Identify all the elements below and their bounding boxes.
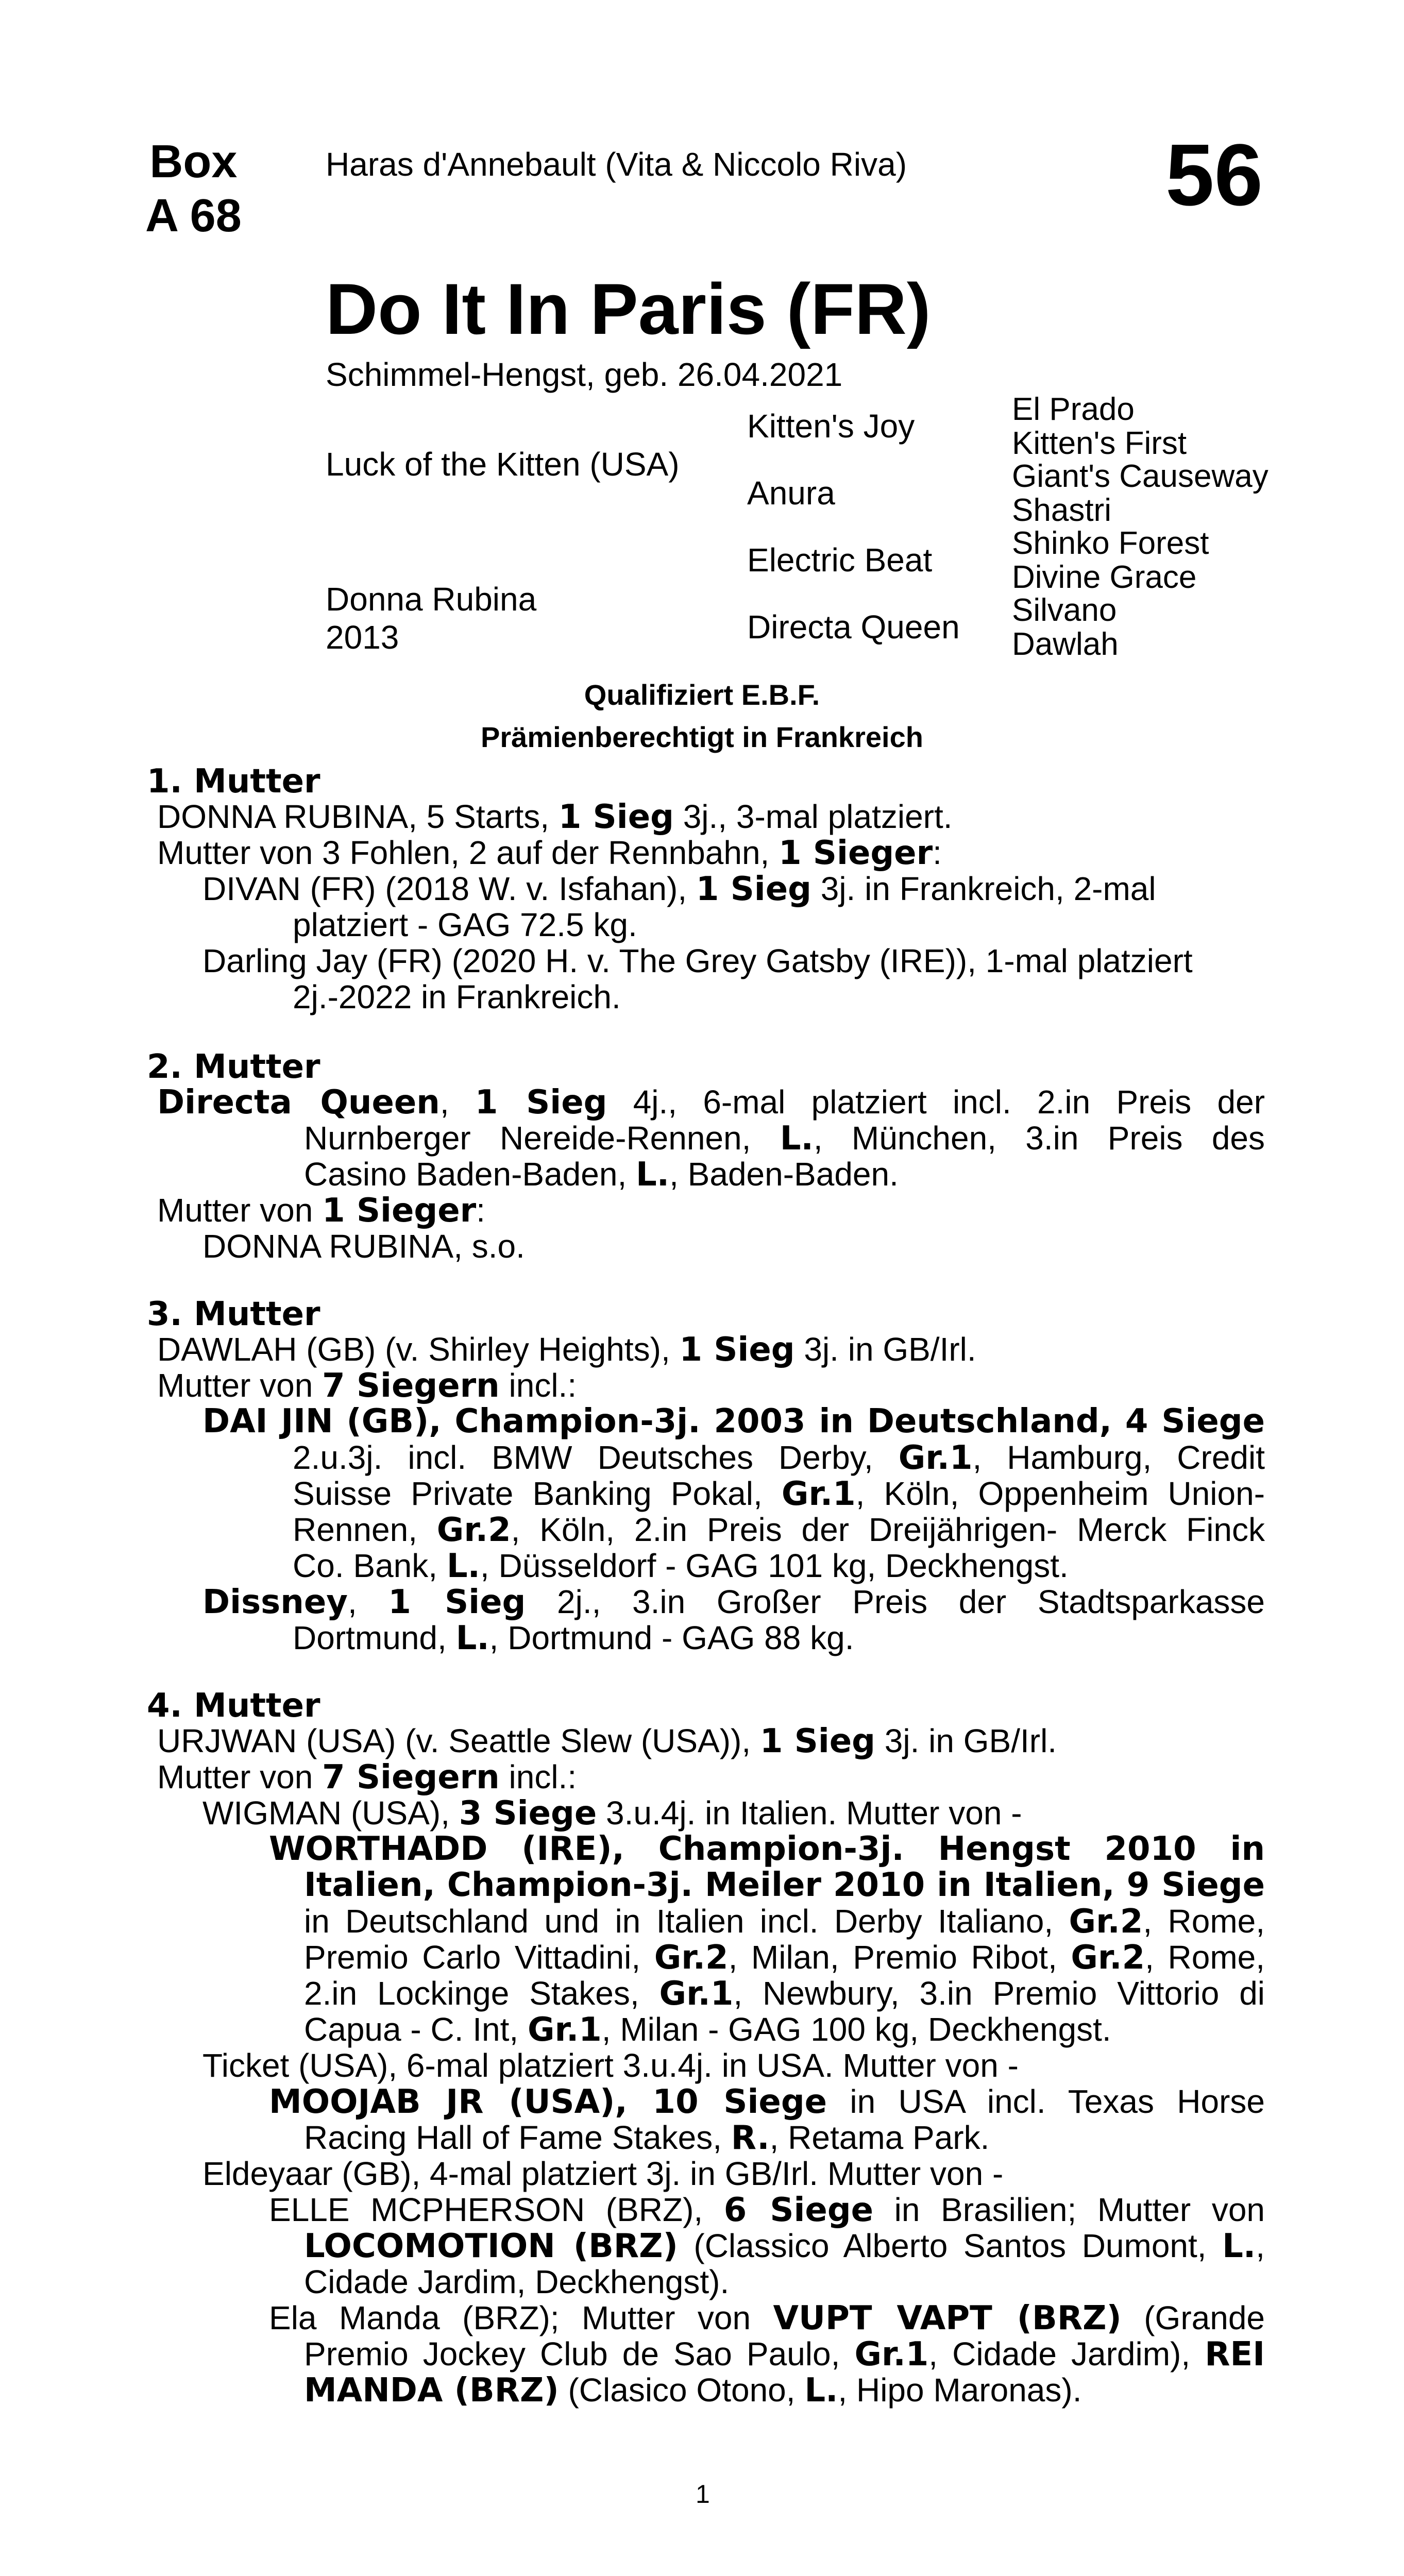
pedigree-g1: El Prado bbox=[1012, 392, 1135, 427]
text-line: Capua - C. Int, Gr.1, Milan - GAG 100 kg, Deckhengst. bbox=[304, 2011, 1111, 2049]
text-line: Directa Queen, 1 Sieg 4j., 6-mal platziert incl. 2.in Preis der bbox=[157, 1083, 1265, 1122]
text-line: DONNA RUBINA, 5 Starts, 1 Sieg 3j., 3-mal platziert. bbox=[157, 798, 953, 836]
text-line: 2j.-2022 in Frankreich. bbox=[293, 978, 621, 1015]
text-line: Dissney, 1 Sieg 2j., 3.in Großer Preis der Stadtsparkasse bbox=[202, 1583, 1265, 1621]
text-line: Nurnberger Nereide-Rennen, L., München, 3.in Preis des bbox=[304, 1120, 1265, 1158]
horse-name: Do It In Paris (FR) bbox=[326, 268, 931, 349]
pedigree-g4: Shastri bbox=[1012, 493, 1111, 528]
section-title: 4. Mutter bbox=[147, 1687, 320, 1725]
text-line: DAI JIN (GB), Champion-3j. 2003 in Deutschland, 4 Siege bbox=[202, 1402, 1265, 1440]
box-label-text: Box bbox=[149, 136, 238, 188]
text-line: WIGMAN (USA), 3 Siege 3.u.4j. in Italien. Mutter von - bbox=[202, 1794, 1022, 1833]
text-line: ELLE MCPHERSON (BRZ), 6 Siege in Brasilien; Mutter von bbox=[269, 2191, 1265, 2229]
box-label bbox=[145, 135, 242, 243]
text-line: DIVAN (FR) (2018 W. v. Isfahan), 1 Sieg 3j. in Frankreich, 2-mal bbox=[202, 870, 1156, 908]
text-line: Premio Jockey Club de Sao Paulo, Gr.1, Cidade Jardim), REI bbox=[304, 2335, 1265, 2374]
text-line: MOOJAB JR (USA), 10 Siege in USA incl. Texas Horse bbox=[269, 2083, 1265, 2121]
text-line: 2.u.3j. incl. BMW Deutsches Derby, Gr.1, Hamburg, Credit bbox=[293, 1439, 1265, 1477]
text-line: Cidade Jardim, Deckhengst). bbox=[304, 2263, 730, 2300]
text-line: Mutter von 7 Siegern incl.: bbox=[157, 1367, 577, 1405]
text-line: platziert - GAG 72.5 kg. bbox=[293, 906, 637, 943]
text-line: MANDA (BRZ) (Clasico Otono, L., Hipo Maronas). bbox=[304, 2371, 1082, 2410]
pedigree-g8: Dawlah bbox=[1012, 626, 1119, 662]
pedigree-dam: Donna Rubina bbox=[326, 581, 537, 618]
text-line: LOCOMOTION (BRZ) (Classico Alberto Santos Dumont, L., bbox=[304, 2227, 1265, 2265]
section-title: 3. Mutter bbox=[147, 1295, 320, 1333]
breeder: Haras d'Annebault (Vita & Niccolo Riva) bbox=[326, 146, 907, 183]
text-line: URJWAN (USA) (v. Seattle Slew (USA)), 1 Sieg 3j. in GB/Irl. bbox=[157, 1722, 1057, 1760]
pedigree-g3: Giant's Causeway bbox=[1012, 459, 1268, 494]
text-line: Ela Manda (BRZ); Mutter von VUPT VAPT (BRZ) (Grande bbox=[269, 2299, 1265, 2337]
text-line: Mutter von 3 Fohlen, 2 auf der Rennbahn, 1 Sieger: bbox=[157, 834, 942, 872]
text-line: WORTHADD (IRE), Champion-3j. Hengst 2010 in bbox=[269, 1830, 1265, 1868]
qualification-premium: Prämienberechtigt in Frankreich bbox=[481, 721, 923, 753]
text-line: Eldeyaar (GB), 4-mal platziert 3j. in GB/Irl. Mutter von - bbox=[202, 2155, 1004, 2192]
pedigree-dam-dam: Directa Queen bbox=[747, 608, 960, 646]
lot-number: 56 bbox=[1165, 126, 1263, 224]
pedigree-sire-sire: Kitten's Joy bbox=[747, 408, 915, 445]
text-line: Suisse Private Banking Pokal, Gr.1, Köln, Oppenheim Union- bbox=[293, 1475, 1265, 1513]
text-line: Darling Jay (FR) (2020 H. v. The Grey Gatsby (IRE)), 1-mal platziert bbox=[202, 942, 1193, 979]
text-line: Rennen, Gr.2, Köln, 2.in Preis der Dreijährigen- Merck Finck bbox=[293, 1511, 1265, 1549]
pedigree-g5: Shinko Forest bbox=[1012, 526, 1209, 561]
page-number: 1 bbox=[696, 2480, 710, 2509]
section-title: 2. Mutter bbox=[147, 1048, 320, 1086]
text-line: DAWLAH (GB) (v. Shirley Heights), 1 Sieg 3j. in GB/Irl. bbox=[157, 1331, 976, 1369]
pedigree-g6: Divine Grace bbox=[1012, 560, 1197, 595]
horse-description: Schimmel-Hengst, geb. 26.04.2021 bbox=[326, 356, 843, 393]
text-line: Ticket (USA), 6-mal platziert 3.u.4j. in USA. Mutter von - bbox=[202, 2047, 1019, 2084]
qualification-ebf: Qualifiziert E.B.F. bbox=[584, 679, 820, 711]
pedigree-sire-dam: Anura bbox=[747, 474, 835, 512]
text-line: Dortmund, L., Dortmund - GAG 88 kg. bbox=[293, 1619, 854, 1657]
text-line: Casino Baden-Baden, L., Baden-Baden. bbox=[304, 1156, 899, 1194]
text-line: Mutter von 7 Siegern incl.: bbox=[157, 1758, 577, 1797]
pedigree-dam-sire: Electric Beat bbox=[747, 541, 933, 579]
pedigree-sire: Luck of the Kitten (USA) bbox=[326, 446, 680, 483]
section-title: 1. Mutter bbox=[147, 762, 320, 801]
text-line: Mutter von 1 Sieger: bbox=[157, 1192, 485, 1230]
text-line: Premio Carlo Vittadini, Gr.2, Milan, Premio Ribot, Gr.2, Rome, bbox=[304, 1939, 1265, 1977]
text-line: in Deutschland und in Italien incl. Derby Italiano, Gr.2, Rome, bbox=[304, 1903, 1265, 1941]
text-line: Italien, Champion-3j. Meiler 2010 in Italien, 9 Siege bbox=[304, 1866, 1265, 1904]
pedigree-g2: Kitten's First bbox=[1012, 426, 1187, 461]
pedigree-g7: Silvano bbox=[1012, 592, 1117, 628]
text-line: Racing Hall of Fame Stakes, R., Retama Park. bbox=[304, 2119, 990, 2157]
box-number: A 68 bbox=[145, 190, 242, 242]
text-line: 2.in Lockinge Stakes, Gr.1, Newbury, 3.in Premio Vittorio di bbox=[304, 1975, 1265, 2013]
text-line: Co. Bank, L., Düsseldorf - GAG 101 kg, Deckhengst. bbox=[293, 1547, 1069, 1585]
pedigree-dam-year: 2013 bbox=[326, 619, 399, 656]
text-line: DONNA RUBINA, s.o. bbox=[202, 1228, 525, 1265]
